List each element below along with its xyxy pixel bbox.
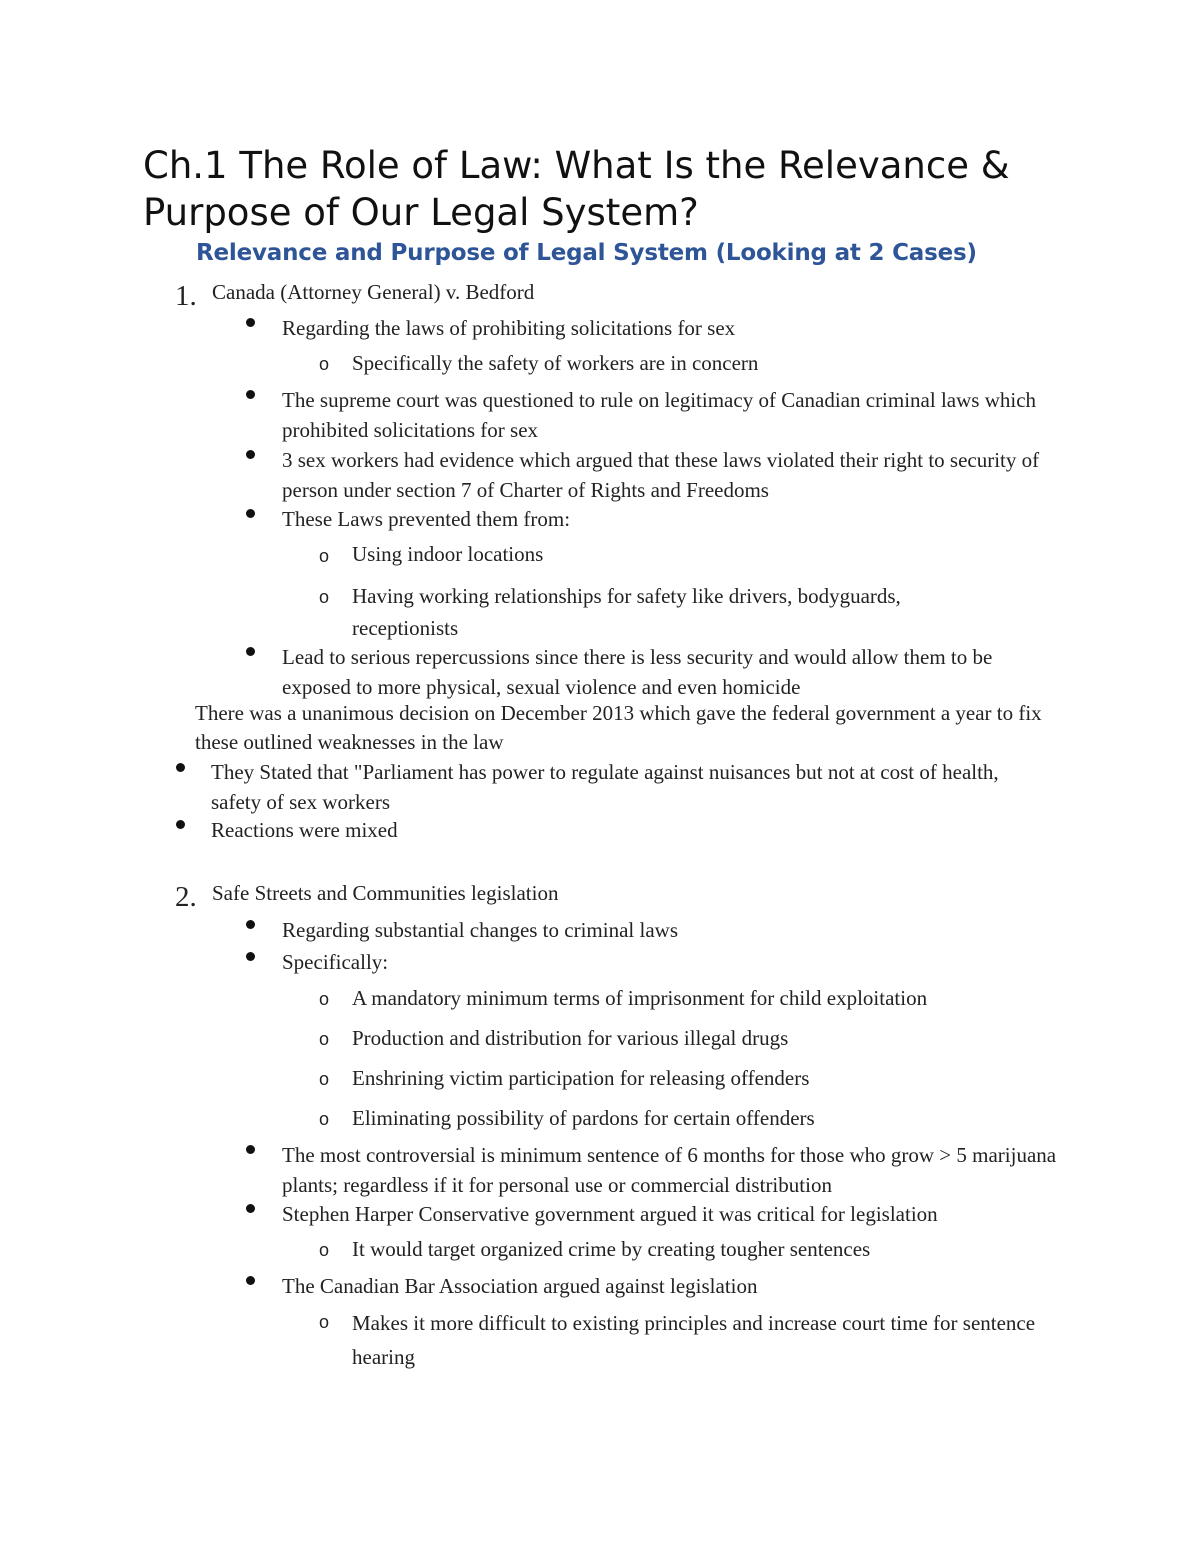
- case1-outer-bullet-2: Reactions were mixed: [211, 818, 398, 842]
- bullet-icon: [246, 920, 255, 929]
- bullet-icon: [246, 390, 255, 399]
- bullet-icon: [176, 763, 185, 772]
- case2-bullet-5-sub-1: Makes it more difficult to existing principles and increase court time for sentence hearing: [352, 1311, 1036, 1369]
- circle-bullet-icon: o: [319, 1069, 330, 1089]
- case1-bullet-4: These Laws prevented them from:: [282, 507, 571, 531]
- case2-bullet-2: Specifically:: [282, 950, 389, 974]
- circle-bullet-icon: o: [319, 587, 330, 607]
- case2-bullet-2-sub-4: Eliminating possibility of pardons for certain offenders: [352, 1106, 815, 1130]
- bullet-icon: [246, 1276, 255, 1285]
- bullet-icon: [176, 820, 185, 829]
- case2-number: 2.: [175, 881, 197, 913]
- case1-number: 1.: [175, 280, 197, 312]
- circle-bullet-icon: o: [319, 989, 330, 1009]
- bullet-icon: [246, 952, 255, 961]
- case1-bullet-3: 3 sex workers had evidence which argued that these laws violated their right to security of person under section 7 of Charter of Rights and Freedoms: [282, 448, 1040, 502]
- page-title: Ch.1 The Role of Law: What Is the Relevance & Purpose of Our Legal System?: [143, 144, 1010, 234]
- bullet-icon: [246, 450, 255, 459]
- case1-outer-bullet-1: They Stated that "Parliament has power to regulate against nuisances but not at cost of health, safety of sex workers: [211, 760, 999, 814]
- case2-bullet-2-sub-3: Enshrining victim participation for releasing offenders: [352, 1066, 810, 1090]
- bullet-icon: [246, 1204, 255, 1213]
- case1-bullet-4-sub-1: Using indoor locations: [352, 542, 544, 566]
- case2-bullet-4: Stephen Harper Conservative government argued it was critical for legislation: [282, 1202, 938, 1226]
- circle-bullet-icon: o: [319, 1029, 330, 1049]
- circle-bullet-icon: o: [319, 1109, 330, 1129]
- case1-bullet-1-sub-1: Specifically the safety of workers are in concern: [352, 351, 759, 375]
- case1-bullet-5: Lead to serious repercussions since there is less security and would allow them to be exposed to more physical, sexual violence and even homicide: [282, 645, 993, 699]
- bullet-icon: [246, 318, 255, 327]
- case2-bullet-2-sub-2: Production and distribution for various illegal drugs: [352, 1026, 789, 1050]
- case1-bullet-1: Regarding the laws of prohibiting solicitations for sex: [282, 316, 736, 340]
- case2-bullet-4-sub-1: It would target organized crime by creating tougher sentences: [352, 1237, 871, 1261]
- circle-bullet-icon: o: [319, 1240, 330, 1260]
- case1-heading: Canada (Attorney General) v. Bedford: [212, 280, 535, 304]
- case2-bullet-2-sub-1: A mandatory minimum terms of imprisonment for child exploitation: [352, 986, 928, 1010]
- section-subtitle: Relevance and Purpose of Legal System (Looking at 2 Cases): [196, 240, 977, 266]
- bullet-icon: [246, 1145, 255, 1154]
- case2-heading: Safe Streets and Communities legislation: [212, 881, 559, 905]
- circle-bullet-icon: o: [319, 354, 330, 374]
- case1-decision: There was a unanimous decision on December 2013 which gave the federal government a year to fix these outlined weaknesses in the law: [195, 701, 1042, 754]
- bullet-icon: [246, 509, 255, 518]
- circle-bullet-icon: o: [319, 1312, 330, 1332]
- case2-bullet-5: The Canadian Bar Association argued against legislation: [282, 1274, 758, 1298]
- bullet-icon: [246, 647, 255, 656]
- case2-bullet-3: The most controversial is minimum sentence of 6 months for those who grow > 5 marijuana plants; regardless if it for personal use or commercial distribution: [282, 1143, 1057, 1197]
- case1-bullet-2: The supreme court was questioned to rule on legitimacy of Canadian criminal laws which prohibited solicitations for sex: [282, 388, 1037, 442]
- circle-bullet-icon: o: [319, 546, 330, 566]
- case2-bullet-1: Regarding substantial changes to criminal laws: [282, 918, 678, 942]
- case1-bullet-4-sub-2: Having working relationships for safety like drivers, bodyguards, receptionists: [352, 584, 901, 640]
